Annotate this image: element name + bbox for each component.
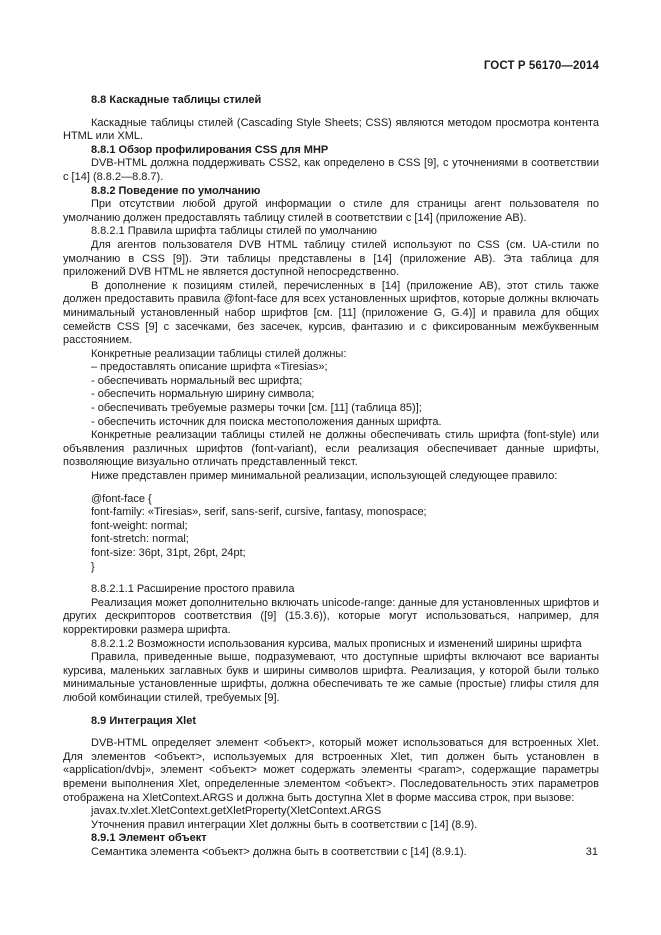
page-content: [63, 94, 599, 859]
list-item: - обеспечивать нормальный вес шрифта;: [91, 374, 303, 387]
section-8-8-2-1-heading: 8.8.2.1 Правила шрифта таблицы стилей по умолчанию: [91, 225, 377, 238]
section-8-8-heading: 8.8 Каскадные таблицы стилей: [91, 94, 262, 106]
section-8-8-2-1-paragraph-2: В дополнение к позициям стилей, перечисленных в [14] (приложение АВ), этот стиль также должен предоставить правила @font-face для всех установленных шрифтов, которые должны включать минимальный установленный набор шрифтов [см. [11] (приложение G, G.4)] и правила для общих семейств CSS [9] с засечками, без засечек, курсив, фантазию и с фиксированным межбуквенным расстоянием.: [63, 279, 599, 347]
code-line: font-stretch: normal;: [91, 533, 189, 546]
section-8-9-paragraph-1: DVB-HTML определяет элемент <объект>, который может использоваться для встроенных Xlet. Для элементов <объект>, используемых для встроенных Xlet, тип должен быть установлен в «application/dvbj», элемент <объект> может содержать элементы <param>, содержащие параметры времени выполнения Xlet, определенные элементом <объект>. Последовательность этих параметров отображена на XletContext.ARGS и должна быть доступна Xlet в форме массива строк, при вызове:: [63, 737, 599, 804]
section-8-8-2-1-paragraph-4: Конкретные реализации таблицы стилей не должны обеспечивать стиль шрифта (font-style) или объявления различных шрифтов (font-variant), если реализация обеспечивает данные шрифты, позволяющие визуально отличать представленный текст.: [63, 429, 599, 469]
list-item: - обеспечивать требуемые размеры точки [см. [11] (таблица 85)];: [91, 402, 422, 415]
section-8-8-intro: Каскадные таблицы стилей (Cascading Style Sheets; CSS) являются методом просмотра контента HTML или XML.: [63, 116, 599, 143]
section-8-8-2-1-paragraph-1: Для агентов пользователя DVB HTML таблицу стилей используют по CSS (см. UA-стили по умолчанию в CSS [9]). Эти таблицы представлены в [14] (приложение АВ). Эта таблица для приложений DVB HTML не является доступной непосредственно.: [63, 238, 599, 279]
code-line: font-family: «Tiresias», serif, sans-serif, cursive, fantasy, monospace;: [91, 506, 427, 519]
section-8-8-2-1-2-paragraph: Правила, приведенные выше, подразумевают, что доступные шрифты включают все варианты курсива, маленьких заглавных букв и ширины символов шрифта. Реализация, у которой были только минимальные установленные шрифты, должна обеспечивать те же самые (простые) глифы стиля для любой комбинации стилей, требуемых [9].: [63, 651, 599, 704]
code-line: font-size: 36pt, 31pt, 26pt, 24pt;: [91, 547, 246, 559]
section-8-9-paragraph-2: Уточнения правил интеграции Xlet должны быть в соответствии с [14] (8.9).: [91, 818, 478, 831]
section-8-9-call: javax.tv.xlet.XletContext.getXletProperty(XletContext.ARGS: [91, 805, 382, 818]
section-8-8-2-1-1-paragraph: Реализация может дополнительно включать unicode-range: данные для установленных шрифтов и других дескрипторов соответствия ([9] (15.3.6)), которые могут использоваться, например, для корректировки размера шрифта.: [63, 596, 599, 636]
code-line: font-weight: normal;: [91, 519, 188, 532]
page-number: 31: [585, 846, 598, 858]
list-item: - обеспечить нормальную ширину символа;: [91, 388, 315, 401]
section-8-8-2-1-paragraph-3: Конкретные реализации таблицы стилей должны:: [91, 347, 347, 360]
list-item: – предоставлять описание шрифта «Tiresias»;: [91, 361, 328, 374]
code-line: }: [91, 560, 95, 573]
section-8-8-2-1-2-heading: 8.8.2.1.2 Возможности использования курсива, малых прописных и изменений ширины шрифта: [91, 637, 582, 650]
section-8-8-2-1-paragraph-5: Ниже представлен пример минимальной реализации, использующей следующее правило:: [91, 470, 558, 483]
section-8-9-1-heading: 8.9.1 Элемент объект: [91, 832, 207, 845]
section-8-9-heading: 8.9 Интеграция Xlet: [91, 714, 196, 727]
section-8-8-2-1-1-heading: 8.8.2.1.1 Расширение простого правила: [91, 583, 295, 596]
section-8-8-2-heading: 8.8.2 Поведение по умолчанию: [91, 184, 261, 197]
code-example: [63, 493, 599, 575]
code-line: @font-face {: [91, 492, 152, 505]
section-8-8-2-paragraph: При отсутствии любой другой информации о стиле для страницы агент пользователя по умолчанию должен предоставлять таблицу стилей в соответствии с [14] (приложение АВ).: [63, 198, 599, 224]
list-item: - обеспечить источник для поиска местоположения данных шрифта.: [91, 415, 442, 428]
section-8-8-1-paragraph: DVB-HTML должна поддерживать CSS2, как определено в CSS [9], с уточнениями в соответствии с [14] (8.8.2—8.8.7).: [63, 157, 599, 183]
section-8-8-1-heading: 8.8.1 Обзор профилирования CSS для MHP: [91, 143, 329, 156]
document-code: ГОСТ Р 56170—2014: [483, 60, 599, 72]
section-8-9-1-paragraph: Семантика элемента <объект> должна быть в соответствии с [14] (8.9.1).: [91, 845, 467, 858]
